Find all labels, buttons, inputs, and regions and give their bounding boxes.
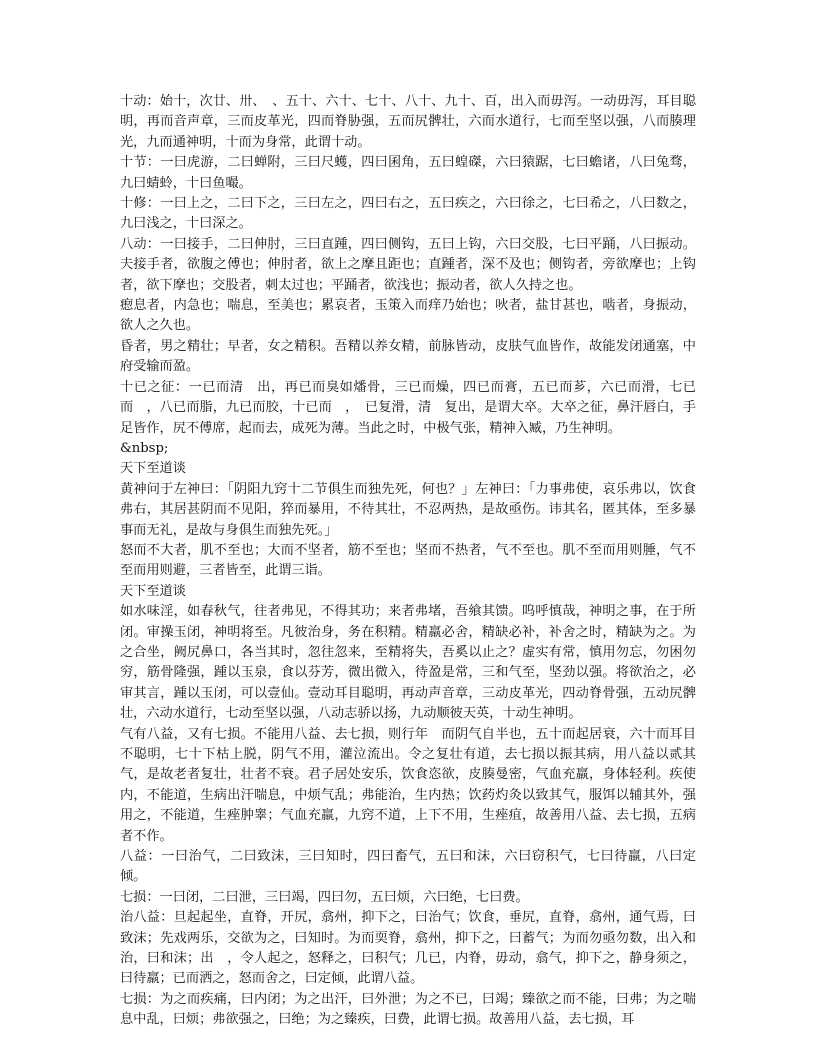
paragraph-qisun-detail: 七损：为之而疾痛，曰内闭；为之出汗，曰外泄；为之不已，曰竭；臻欲之而不能，曰弗；为之喘息中乱，曰烦；弗欲强之，曰绝；为之臻疾，曰费，此谓七损。故善用八益，去七损，耳 <box>120 991 696 1028</box>
paragraph-hunzhe: 昏者，男之精壮；早者，女之精积。吾精以养女精，前脉皆动，皮肤气血皆作，故能发闭通塞，中府受输而盈。 <box>120 338 696 375</box>
document-page <box>120 92 696 1031</box>
section-heading-1: 天下至道谈 <box>120 461 186 477</box>
paragraph-zhibayi: 治八益：旦起起坐，直脊，开尻，翕州，抑下之，曰治气；饮食，垂尻，直脊，翕州，通气焉，曰致沫；先戏两乐，交欲为之，曰知时。为而耎脊，翕州，抑下之，曰蓄气；为而勿亟勿数，出入和治，曰和沫；出 ，令人起之，怒释之，曰积气；几已，内脊，毋动，翕气，抑下之，静身须之，曰待羸；已而洒之，怒而舍之，曰定倾，此谓八益。 <box>120 910 696 987</box>
paragraph-nuer: 怒而不大者，肌不至也；大而不坚者，筋不至也；坚而不热者，气不至也。肌不至而用则腄，气不至而用则避，三者皆至，此谓三诣。 <box>120 542 696 579</box>
paragraph-qiyou: 气有八益，又有七损。不能用八益、去七损，则行年 而阴气自半也，五十而起居衰，六十而耳目不聪明，七十下枯上脱，阴气不用，灌泣流出。令之复壮有道，去七损以振其病，用八益以贰其气，是故老者复壮，壮者不衰。君子居处安乐，饮食恣欲，皮腠曼密，气血充羸，身体轻利。疾使内，不能道，生病出汗喘息，中烦气乱；弗能治，生内热；饮药灼灸以致其气，服饵以辅其外，强用之，不能道，生痤肿睾；气血充羸，九窍不道，上下不用，生痤疽，故善用八益、去七损，五病者不作。 <box>120 726 696 844</box>
paragraph-shijie: 十节：一曰虎游，二曰蝉附，三曰尺蠖，四曰囷角，五曰蝗磔，六曰猿踞，七曰蟾诸，八曰兔骛，九曰蜻蛉，十曰鱼嘬。 <box>120 155 696 191</box>
paragraph-bayi: 八益：一曰治气，二曰致沫，三曰知时，四曰畜气，五曰和沫，六曰窃积气，七曰待羸，八曰定倾。 <box>120 849 696 885</box>
paragraph-shixiu: 十修：一曰上之，二曰下之，三曰左之，四曰右之，五曰疾之，六曰徐之，七曰希之，八曰数之，九曰浅之，十曰深之。 <box>120 196 696 232</box>
section-heading-2: 天下至道谈 <box>120 583 186 599</box>
paragraph-qisun: 七损：一曰闭，二曰泄，三曰竭，四曰勿，五曰烦，六曰绝，七曰费。 <box>120 889 529 905</box>
paragraph-shiyi: 十已之征：一已而清 出，再已而臭如燔骨，三已而燥，四已而膏，五已而芗，六已而滑，七已而 ，八已而脂，九已而胶，十已而 ， 已复滑，清 复出，是谓大卒。大卒之征，鼻汗唇白，手足皆作，尻不傅席，起而去，成死为薄。当此之时，中极气张，精神入臧，乃生神明。 <box>120 379 696 436</box>
paragraph-badong: 八动：一曰接手，二曰伸肘，三曰直踵，四曰侧钩，五曰上钩，六曰交股，七曰平踊，八曰振动。夫接手者，欲腹之傅也；伸肘者，欲上之摩且距也；直踵者，深不及也；侧钩者，旁欲摩也；上钩者，欲下摩也；交股者，刺太过也；平踊者，欲浅也；振动者，欲人久持之也。 <box>120 236 696 293</box>
paragraph-huangshen: 黄神问于左神曰：「阴阳九窍十二节俱生而独先死，何也？」左神曰：「力事弗使，哀乐弗以，饮食弗右，其居甚阴而不见阳，猝而暴用，不待其壮，不忍两热，是故亟伤。讳其名，匿其体，至多暴事而无礼，是故与身俱生而独先死。」 <box>120 481 696 538</box>
paragraph-chixi: 瘛息者，内急也；喘息，至美也；累哀者，玉策入而痒乃始也；吙者，盐甘甚也，啮者，身振动，欲人之久也。 <box>120 298 696 334</box>
paragraph-nbsp-literal: &nbsp; <box>120 440 169 456</box>
paragraph-rushui: 如水味淫，如春秋气，往者弗见，不得其功；来者弗堵，吾飨其馈。呜呼慎哉，神明之事，在于所闭。审操玉闭，神明将至。凡彼治身，务在积精。精羸必舍，精缺必补，补舍之时，精缺为之。为之合坐，阙尻鼻口，各当其时，忽往忽来，至精将失，吾奚以止之？虚实有常，慎用勿忘，勿困勿穷，筋骨隆强，踵以玉泉，食以芬芳，微出微入，待盈是常，三和气至，坚劲以强。将欲治之，必审其言，踵以玉闭，可以壹仙。壹动耳目聪明，再动声音章，三动皮革光，四动脊骨强，五动尻髀壮，六动水道行，七动至坚以强，八动志骄以扬，九动顺彼天英，十动生神明。 <box>120 604 696 722</box>
paragraph-shidong: 十动：始十，次廿、卅、 、五十、六十、七十、八十、九十、百，出入而毋泻。一动毋泻，耳目聪明，再而音声章，三而皮革光，四而脊胁强，五而尻髀壮，六而水道行，七而至坚以强，八而腠理光，九而通神明，十而为身常，此谓十动。 <box>120 94 696 150</box>
